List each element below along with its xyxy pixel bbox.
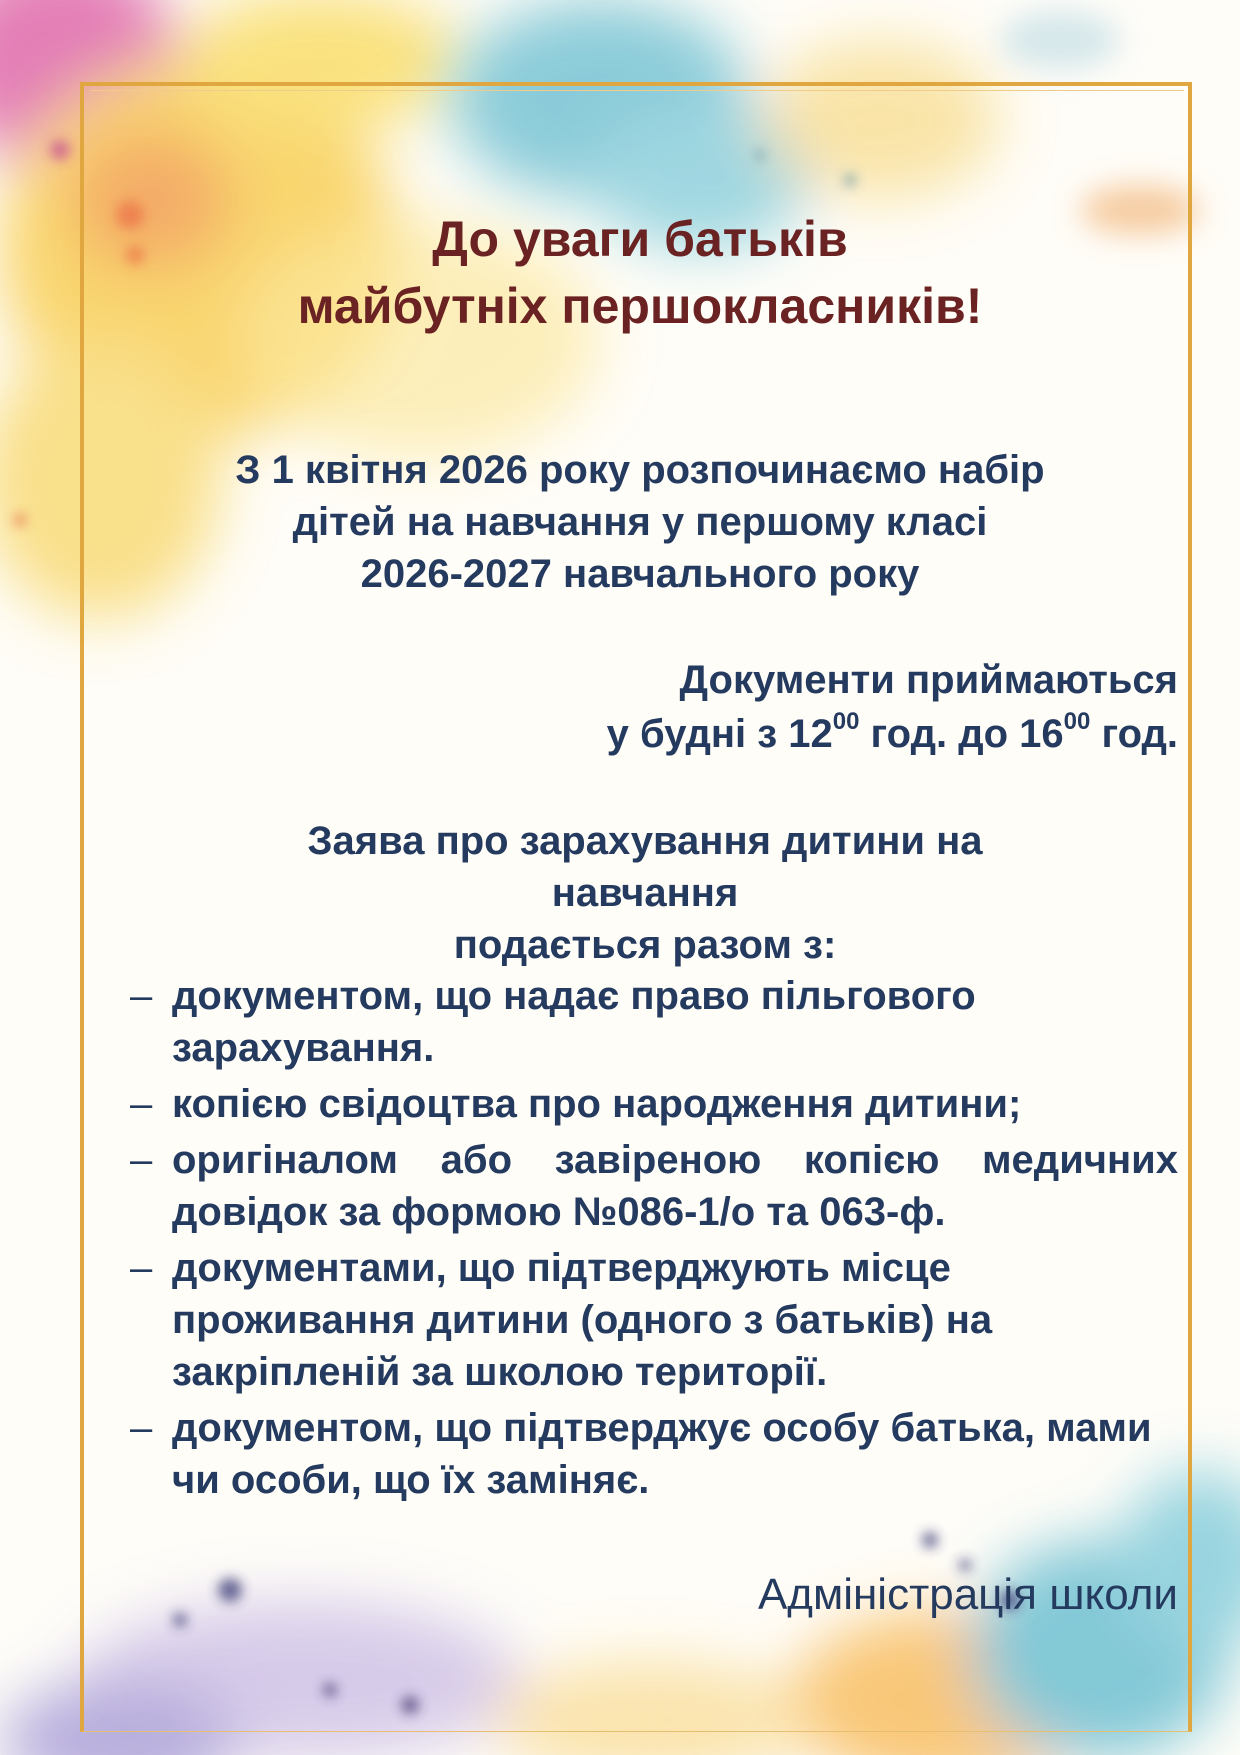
application-heading bbox=[140, 815, 1150, 971]
list-item-text: копією свідоцтва про народження дитини; bbox=[172, 1082, 1022, 1126]
intro-paragraph bbox=[130, 444, 1150, 600]
intro-line-1: З 1 квітня 2026 року розпочинаємо набір bbox=[235, 448, 1045, 492]
intro-line-3: 2026-2027 навчального року bbox=[360, 552, 920, 596]
hours-start-minutes: 00 bbox=[832, 707, 860, 735]
title-line-1: До уваги батьків bbox=[432, 211, 848, 267]
list-item-text: оригіналом або завіреною копією медичних довідок за формою №086-1/о та 063-ф. bbox=[172, 1138, 1178, 1234]
signature: Адміністрація школи bbox=[757, 1570, 1178, 1619]
bullet-dash: – bbox=[130, 1246, 153, 1290]
hours-middle: год. до 16 bbox=[859, 712, 1064, 756]
application-line-1: Заява про зарахування дитини на bbox=[307, 819, 983, 863]
documents-list bbox=[130, 970, 1178, 1510]
bullet-dash: – bbox=[130, 1406, 153, 1450]
title-line-2: майбутніх першокласників! bbox=[297, 278, 983, 334]
intro-line-2: дітей на навчання у першому класі bbox=[292, 500, 988, 544]
hours-prefix: у будні з 12 bbox=[606, 712, 833, 756]
office-hours bbox=[278, 653, 1178, 761]
list-item-text: документами, що підтверджують місце проживання дитини (одного з батьків) на закріпленій за школою території. bbox=[172, 1246, 993, 1394]
list-item bbox=[130, 1242, 1178, 1398]
bullet-dash: – bbox=[130, 974, 153, 1018]
hours-line-1: Документи приймаються bbox=[679, 658, 1178, 702]
hours-line-2 bbox=[278, 707, 1178, 761]
hours-suffix: год. bbox=[1090, 712, 1178, 756]
application-line-3: подається разом з: bbox=[453, 923, 837, 967]
list-item bbox=[130, 1134, 1178, 1238]
bullet-dash: – bbox=[130, 1138, 153, 1182]
list-item bbox=[130, 1078, 1178, 1130]
bullet-dash: – bbox=[130, 1082, 153, 1126]
list-item bbox=[130, 970, 1178, 1074]
list-item-text: документом, що підтверджує особу батька, мами чи особи, що їх заміняє. bbox=[172, 1406, 1152, 1502]
application-line-2: навчання bbox=[551, 871, 739, 915]
list-item-text: документом, що надає право пільгового зарахування. bbox=[172, 974, 976, 1070]
hours-end-minutes: 00 bbox=[1063, 707, 1091, 735]
list-item bbox=[130, 1402, 1178, 1506]
